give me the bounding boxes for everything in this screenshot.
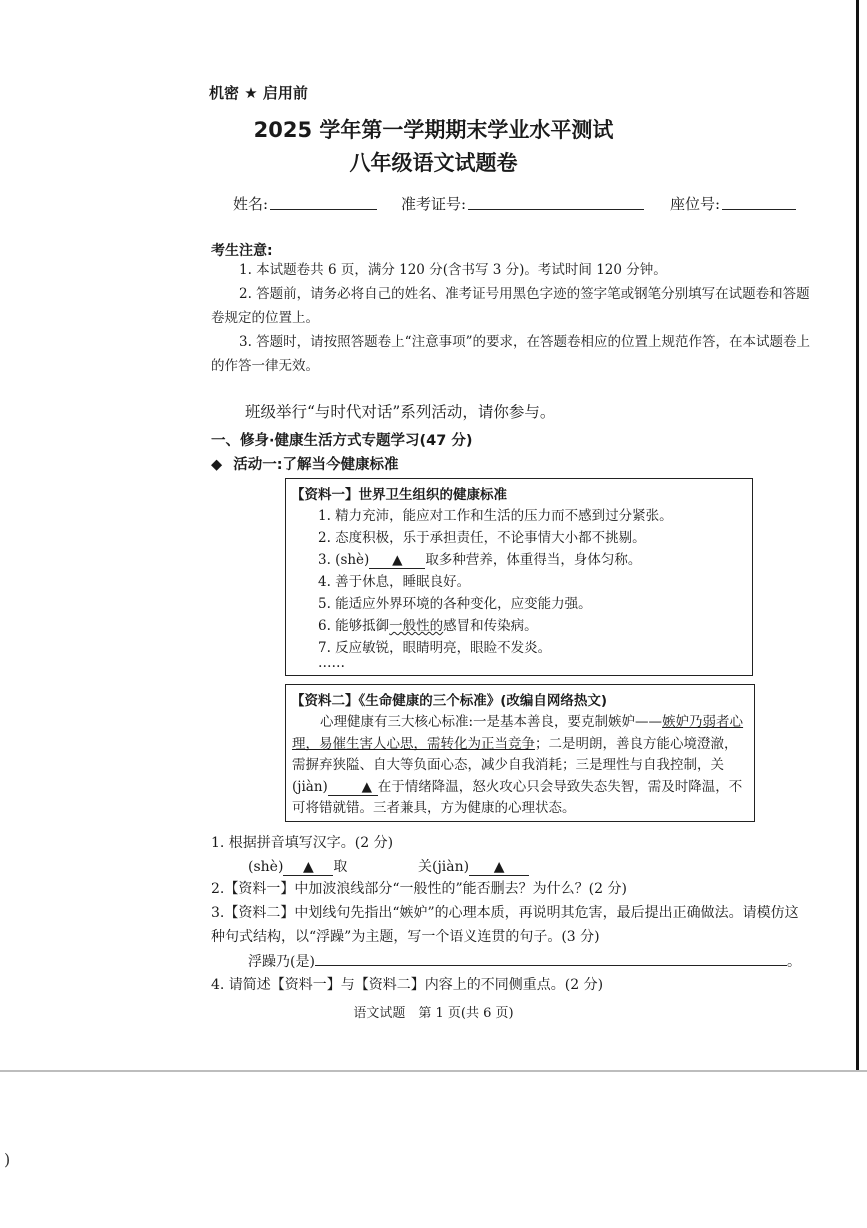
page-footer: 语文试题 第 1 页(共 6 页) <box>353 1006 514 1021</box>
question-3-answer: 浮躁乃(是) 。 <box>248 950 801 971</box>
question-3-line-1: 3.【资料二】中划线句先指出“嫉妒”的心理本质，再说明其危害，最后提出正确做法。请模仿这 <box>211 905 799 921</box>
exam-id-blank[interactable] <box>468 195 644 210</box>
material-one-item: 7. 反应敏锐，眼睛明亮，眼睑不发炎。 <box>318 640 552 656</box>
question-4: 4. 请简述【资料一】与【资料二】内容上的不同侧重点。(2 分) <box>211 977 604 993</box>
section-title: 一、修身·健康生活方式专题学习(47 分) <box>211 433 473 449</box>
activity-title: 活动一:了解当今健康标准 <box>233 457 399 473</box>
page-bottom-edge <box>0 1070 867 1072</box>
activity-heading <box>211 453 399 474</box>
seat-label: 座位号: <box>670 195 721 213</box>
activity-intro: 班级举行“与时代对话”系列活动，请你参与。 <box>245 403 556 421</box>
seat-field[interactable] <box>670 193 796 214</box>
material-one-item: 3. (shè) ▲ 取多种营养，体重得当，身体匀称。 <box>318 552 642 568</box>
exam-subtitle: 八年级语文试题卷 <box>349 151 518 175</box>
name-field[interactable] <box>233 193 377 214</box>
material-one-item: 5. 能适应外界环境的各种变化，应变能力强。 <box>318 596 592 612</box>
notice-heading: 考生注意: <box>211 243 273 259</box>
classified-label: 机密 ★ 启用前 <box>209 84 308 102</box>
material-one-ellipsis: …… <box>318 655 345 671</box>
notice-list <box>211 258 823 378</box>
underlined-sentence: 嫉妒乃弱者心理，易催生害人心思，需转化为正当竞争 <box>292 714 744 752</box>
exam-title: 2025 学年第一学期期末学业水平测试 <box>253 118 614 142</box>
question-1-blank-a: (shè) ▲ 取 <box>248 859 348 875</box>
question-2: 2.【资料一】中加波浪线部分“一般性的”能否删去？为什么？(2 分) <box>211 881 627 897</box>
exam-id-field[interactable] <box>401 193 644 214</box>
exam-id-label: 准考证号: <box>401 195 467 213</box>
question-1-blank-b: 关(jiàn) ▲ <box>418 856 529 876</box>
name-blank[interactable] <box>270 195 377 210</box>
scan-edge-mark: ) <box>4 1150 11 1169</box>
material-one-title: 【资料一】世界卫生组织的健康标准 <box>291 487 507 503</box>
wavy-underlined-phrase: 一般性的 <box>389 618 444 634</box>
notice-item: 1. 本试题卷共 6 页，满分 120 分(含书写 3 分)。考试时间 120 分钟。 <box>239 262 667 278</box>
answer-blank: ▲ <box>328 779 378 796</box>
material-one-item: 1. 精力充沛，能应对工作和生活的压力而不感到过分紧张。 <box>318 508 673 524</box>
material-one-item: 6. 能够抵御一般性的感冒和传染病。 <box>318 618 538 634</box>
question-3-answer-label: 浮躁乃(是) <box>248 954 315 970</box>
diamond-bullet-icon: ◆ <box>211 457 223 473</box>
material-one-item: 2. 态度积极，乐于承担责任，不论事情大小都不挑剔。 <box>318 530 646 546</box>
material-two-box <box>285 684 755 822</box>
answer-blank[interactable]: ▲ <box>283 859 333 876</box>
question-3-line-2: 种句式结构，以“浮躁”为主题，写一个语义连贯的句子。(3 分) <box>211 929 600 945</box>
notice-item: 3. 答题时，请按照答题卷上“注意事项”的要求，在答题卷相应的位置上规范作答，在本试题卷上的作答一律无效。 <box>211 334 810 374</box>
notice-item: 2. 答题前，请务必将自己的姓名、准考证号用黑色字迹的签字笔或钢笔分别填写在试题卷和答题卷规定的位置上。 <box>211 286 810 326</box>
name-label: 姓名: <box>233 195 269 213</box>
answer-blank: ▲ <box>369 552 425 569</box>
material-one-box <box>285 478 753 676</box>
answer-blank[interactable]: ▲ <box>469 859 529 876</box>
seat-blank[interactable] <box>722 195 796 210</box>
material-one-item: 4. 善于休息，睡眠良好。 <box>318 574 471 590</box>
material-two-paragraph: 心理健康有三大核心标准:一是基本善良，要克制嫉妒——嫉妒乃弱者心理，易催生害人心思，需转化为正当竞争；二是明朗，善良方能心境澄澈，需摒弃狭隘、自大等负面心态，减少自我消耗；三是理性与自我控制，关(jiàn) ▲ 在于情绪降温，怒火攻心只会导致失态失智，需及时降温，不可将错就错。三者兼具，方为健康的心理状态。 <box>292 714 744 816</box>
question-1: 1. 根据拼音填写汉字。(2 分) <box>211 835 394 851</box>
answer-line[interactable] <box>315 950 787 966</box>
material-two-title: 【资料二】《生命健康的三个标准》(改编自网络热文) <box>291 693 608 709</box>
